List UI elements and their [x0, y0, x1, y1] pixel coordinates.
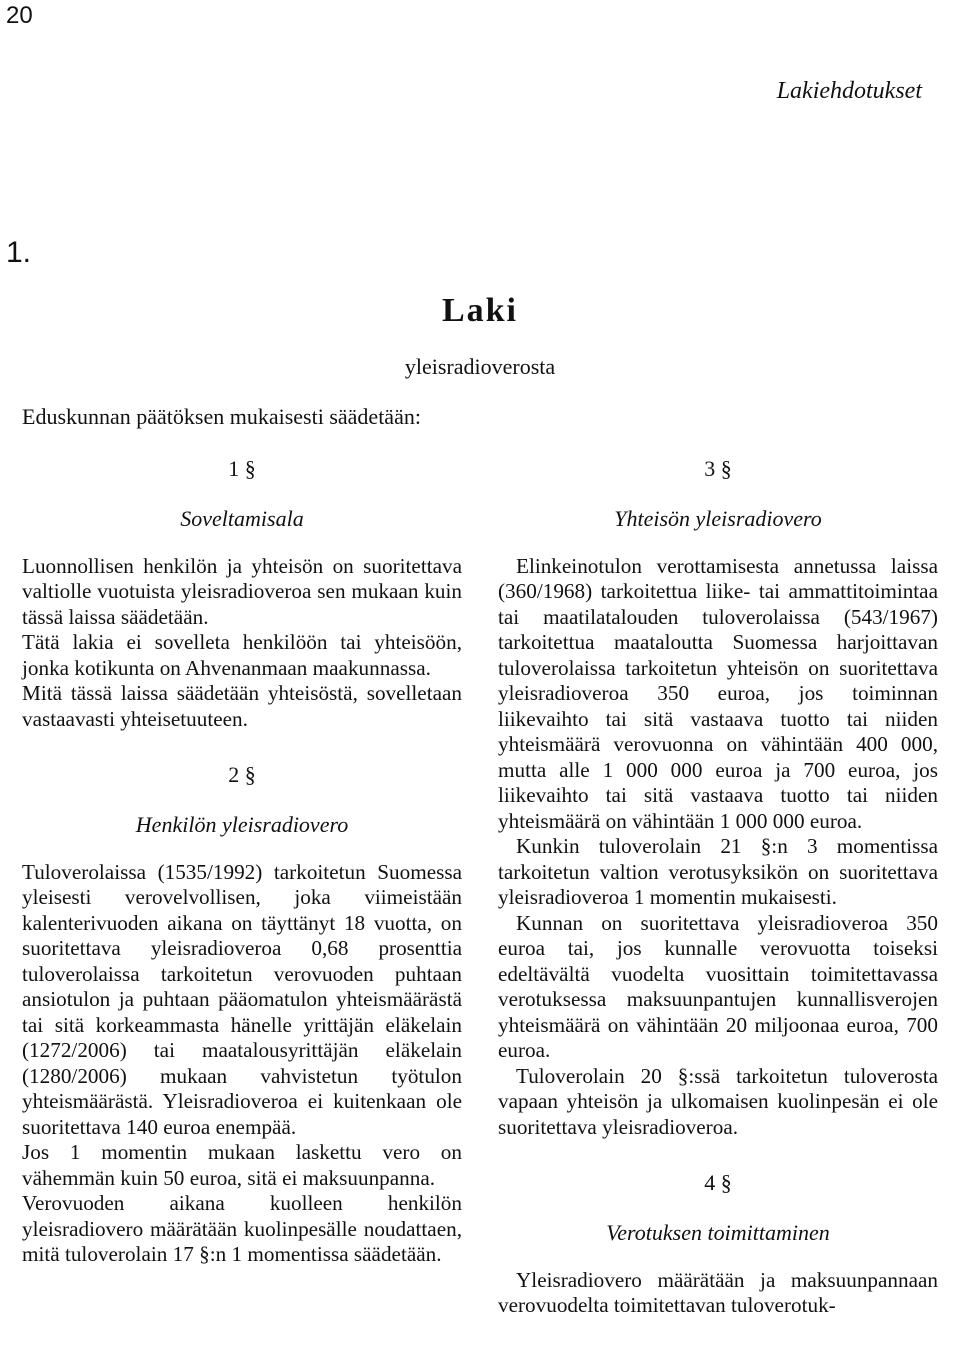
section-title: Henkilön yleisradiovero: [135, 812, 349, 837]
paragraph: Kunnan on suoritettava yleisradioveroa 350 euroa tai, jos kunnalle verovuotta toiseksi edeltävältä vuodelta vuosittain toimitettavassa verotuksessa maksuunpantujen kunnallisverojen yhteismäärä on vähintään 20 miljoonaa euroa, 700 euroa.: [498, 910, 938, 1062]
section-number: 3 §: [704, 456, 732, 481]
page-number: 20: [6, 2, 33, 29]
paragraph: Yleisradiovero määrätään ja maksuunpannaan verovuodelta toimitettavan tuloverotuk-: [498, 1267, 938, 1317]
paragraph: Tätä lakia ei sovelleta henkilöön tai yhteisöön, jonka kotikunta on Ahvenanmaan maakunnassa.: [22, 630, 462, 680]
section-title: Verotuksen toimittaminen: [606, 1220, 830, 1245]
paragraph: Elinkeinotulon verottamisesta annetussa laissa (360/1968) tarkoitettua liike- tai ammattitoimintaa tai maatilatalouden tuloverolaissa (543/1967) tarkoitettua maataloutta Suomessa harjoittavan tuloverolaissa tarkoitetun yhteisön on suoritettava yleisradioveroa 350 euroa, jos toiminnan liikevaihto tai sitä vastaava tuotto tai niiden yhteismäärä verovuonna on vähintään 400 000, mutta alle 1 000 000 euroa ja 700 euroa, jos liikevaihto tai sitä vastaava tuotto tai niiden yhteismäärä on vähintään 1 000 000 euroa.: [498, 553, 938, 833]
paragraph: Kunkin tuloverolain 21 §:n 3 momentissa tarkoitetun valtion verotusyksikön on suoritettava yleisradioveroa 1 momentin mukaisesti.: [498, 834, 938, 909]
paragraph: Verovuoden aikana kuolleen henkilön yleisradiovero määrätään kuolinpesälle noudattaen, mitä tuloverolain 17 §:n 1 momentissa säädetään.: [22, 1191, 462, 1266]
section-4: [498, 1170, 938, 1319]
section-title: Yhteisön yleisradiovero: [614, 506, 822, 531]
section-title: Soveltamisala: [180, 506, 304, 531]
section-number: 1 §: [228, 456, 256, 481]
right-column: [498, 456, 938, 1319]
paragraph: Jos 1 momentin mukaan laskettu vero on vähemmän kuin 50 euroa, sitä ei maksuunpanna.: [22, 1140, 462, 1190]
section-number: 2 §: [228, 762, 256, 787]
law-subtitle: yleisradioverosta: [404, 354, 556, 379]
left-column: [22, 456, 462, 1268]
section-number: 4 §: [704, 1170, 732, 1195]
paragraph: Luonnollisen henkilön ja yhteisön on suoritettava valtiolle vuotuista yleisradioveroa sen mukaan kuin tässä laissa säädetään.: [22, 553, 462, 629]
section-2: [22, 762, 462, 1268]
section-1: [22, 456, 462, 732]
paragraph: Tuloverolaissa (1535/1992) tarkoitetun Suomessa yleisesti verovelvollisen, joka viimeistään kalenterivuoden aikana on täyttänyt 18 vuotta, on suoritettava yleisradioveroa 0,68 prosenttia tuloverolaissa tarkoitetun verovuoden puhtaan ansiotulon ja puhtaan pääomatulon yhteismäärästä tai sitä korkeammasta hänelle yrittäjän eläkelain (1272/2006) tai maatalousyrittäjän eläkelain (1280/2006) mukaan vahvistetun työtulon yhteismäärästä. Yleisradioveroa ei kuitenkaan ole suoritettava 140 euroa enempää.: [22, 859, 462, 1139]
proposal-number: 1.: [6, 236, 32, 269]
law-title: Laki: [441, 292, 519, 329]
running-header: Lakiehdotukset: [776, 78, 922, 104]
section-3: [498, 456, 938, 1140]
paragraph: Tuloverolain 20 §:ssä tarkoitetun tuloverosta vapaan yhteisön ja ulkomaisen kuolinpesän ei ole suoritettava yleisradioveroa.: [498, 1063, 938, 1139]
enacting-clause: Eduskunnan päätöksen mukaisesti säädetään:: [22, 404, 421, 429]
paragraph: Mitä tässä laissa säädetään yhteisöstä, sovelletaan vastaavasti yhteisetuuteen.: [22, 681, 462, 731]
